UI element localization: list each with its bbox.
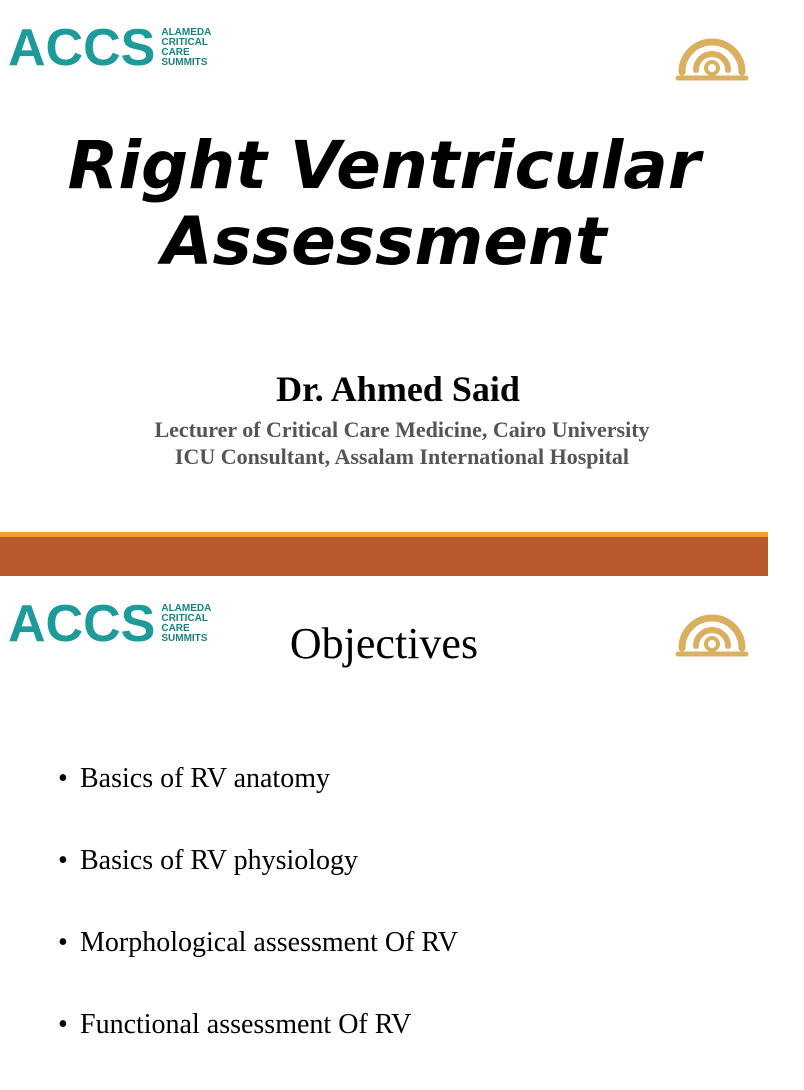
objectives-list <box>58 762 458 1090</box>
list-item: • Basics of RV physiology <box>58 845 359 876</box>
list-item: • Basics of RV anatomy <box>58 763 330 794</box>
list-item: • Morphological assessment Of RV <box>58 927 459 958</box>
slide-title <box>0 0 768 532</box>
list-item: • Functional assessment Of RV <box>58 1009 412 1040</box>
accs-logo <box>8 19 212 77</box>
slide-title-text: Right Ventricular Assessment <box>67 127 701 280</box>
logo-subtitle: ALAMEDA CRITICAL CARE SUMMITS <box>161 603 212 644</box>
affiliation-line-2: ICU Consultant, Assalam International Hospital <box>174 444 630 469</box>
author-name: Dr. Ahmed Said <box>276 369 520 409</box>
logo-mark: ACCS <box>8 19 156 77</box>
slide-objectives <box>0 576 768 1040</box>
slide-divider-band <box>0 537 768 576</box>
objectives-title: Objectives <box>289 619 479 668</box>
logo-mark: ACCS <box>8 595 156 653</box>
affiliation-line-1: Lecturer of Critical Care Medicine, Cairo University <box>154 417 650 442</box>
logo-subtitle: ALAMEDA CRITICAL CARE SUMMITS <box>161 27 212 68</box>
arch-emblem-icon <box>672 6 752 84</box>
